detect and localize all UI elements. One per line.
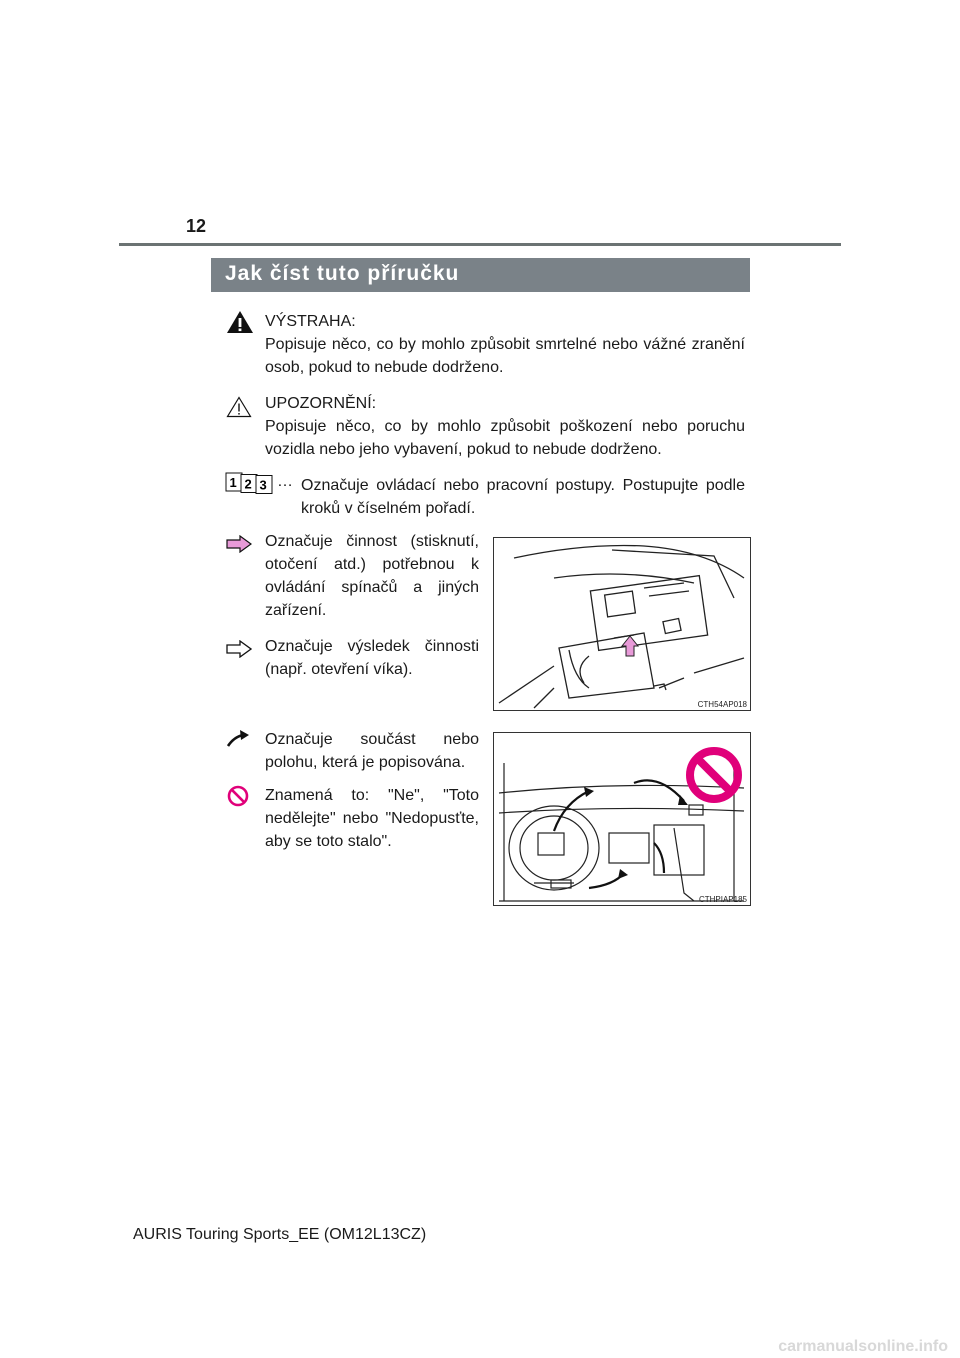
dashboard-figure [493,732,751,906]
notice-block [265,392,745,461]
step-number-2: 2 [244,476,252,492]
pink-arrow-icon [226,535,252,553]
steps-text: Označuje ovládací nebo pracovní postupy. Postupujte podle kroků v číselném pořadí. [301,477,745,517]
prohibition-icon [227,785,249,807]
page-number: 12 [186,216,207,236]
step-number-3: 3 [259,477,267,493]
notice-label: UPOZORNĚNÍ: [265,395,377,412]
figure-code: CTHPIAP185 [698,895,747,904]
warning-block [265,310,745,379]
warning-triangle-filled-icon [226,310,254,334]
numbered-steps-icon [225,472,275,494]
warning-label: VÝSTRAHA: [265,313,356,330]
overhead-console-illustration [494,538,750,710]
warning-text: Popisuje něco, co by mohlo způsobit smrtelné nebo vážné zranění osob, pokud to nebude dodrženo. [265,336,745,376]
top-rule [119,243,841,246]
overhead-console-figure [493,537,751,711]
section-title: Jak číst tuto příručku [211,258,750,292]
dashboard-illustration [494,733,750,905]
step-number-1: 1 [229,475,237,490]
steps-dots: … [277,473,293,490]
figure-code: CTH54AP018 [697,700,747,709]
warning-triangle-outline-icon [226,396,252,418]
prohibited-text: Znamená to: "Ne", "Toto nedělejte" nebo "Nedopusťte, aby se toto stalo". [265,787,479,850]
notice-text: Popisuje něco, co by mohlo způsobit poškození nebo poruchu vozidla nebo jeho vybavení, pokud to nebude dodrženo. [265,418,745,458]
component-text: Označuje součást nebo polohu, která je popisována. [265,731,479,771]
curved-pointer-arrow-icon [226,729,250,749]
action-text: Označuje činnost (stisknutí, otočení atd.) potřebnou k ovládání spínačů a jiných zařízení. [265,533,479,619]
footer-model: AURIS Touring Sports_EE (OM12L13CZ) [133,1226,427,1243]
outline-arrow-icon [226,640,252,658]
result-text: Označuje výsledek činnosti (např. otevření víka). [265,638,479,678]
watermark: carmanualsonline.info [778,1338,948,1355]
